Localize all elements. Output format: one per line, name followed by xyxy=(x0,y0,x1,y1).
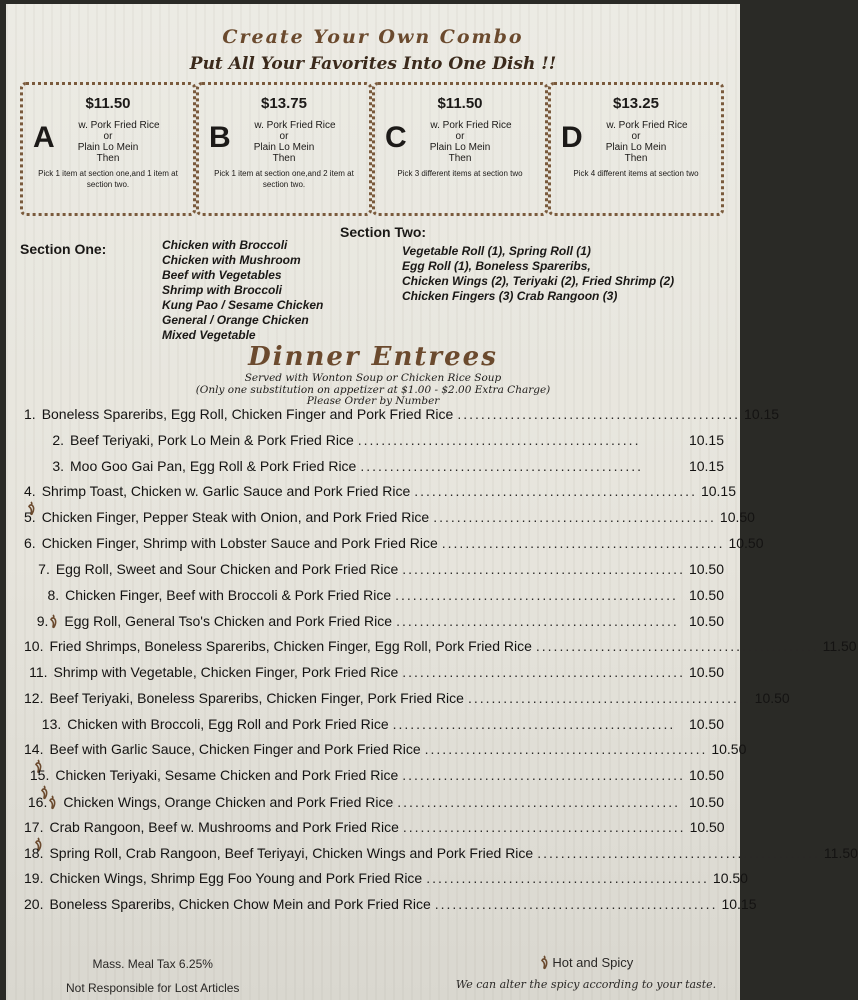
menu-page xyxy=(6,4,858,1000)
combo-or: or xyxy=(455,131,465,142)
section-two-label: Section Two: xyxy=(340,224,427,240)
section-two-item: Chicken Fingers (3) Crab Rangoon (3) xyxy=(402,289,618,303)
entree-description: Boneless Spareribs, Chicken Chow Mein and Pork Fried Rice xyxy=(49,896,431,913)
lost-articles-note: Not Responsible for Lost Articles xyxy=(66,981,240,995)
entree-row xyxy=(24,534,764,561)
entree-price: 10.50 xyxy=(728,534,764,551)
entree-row xyxy=(24,767,724,793)
entree-number-text: 1. xyxy=(24,406,36,422)
leader-dots: ................................................ xyxy=(414,483,697,500)
entree-price: 10.50 xyxy=(719,509,755,526)
combo-subtitle: Put All Your Favorites Into One Dish !! xyxy=(189,54,557,74)
entree-number-text: 12. xyxy=(24,689,44,706)
entree-number xyxy=(24,406,42,422)
leader-dots: ................................................ xyxy=(357,431,641,448)
entree-description: Beef with Garlic Sauce, Chicken Finger and Pork Fried Rice xyxy=(49,741,421,758)
leader-dots: ................................................ xyxy=(433,509,716,526)
hot-spicy-legend xyxy=(446,952,726,974)
combo-letter: B xyxy=(209,121,231,154)
leader-dots: ................................................ xyxy=(426,870,709,887)
entree-price: 10.50 xyxy=(754,689,790,706)
leader-dots: ................................................ xyxy=(397,793,680,810)
entree-row xyxy=(24,819,724,845)
entree-number xyxy=(24,587,65,603)
entree-row xyxy=(24,638,857,664)
entree-row xyxy=(24,483,736,509)
entree-row xyxy=(24,561,724,587)
combo-option-a xyxy=(20,82,196,216)
entree-row xyxy=(24,741,747,767)
combo-line: w. Pork Fried Rice xyxy=(78,120,160,131)
entree-number xyxy=(24,870,49,886)
entree-number xyxy=(24,690,49,706)
combo-line: Plain Lo Mein xyxy=(253,142,315,153)
entree-row xyxy=(24,509,755,535)
combo-price: $11.50 xyxy=(85,95,131,112)
entree-description: Chicken Finger, Shrimp with Lobster Sauce and Pork Fried Rice xyxy=(41,534,438,551)
dinner-entrees-title: Dinner Entrees xyxy=(248,342,498,372)
entree-number-text: 7. xyxy=(38,560,50,577)
entree-description: Chicken Teriyaki, Sesame Chicken and Pork Fried Rice xyxy=(55,767,399,784)
entree-number-text: 18. xyxy=(24,844,44,861)
meal-tax-note: Mass. Meal Tax 6.25% xyxy=(92,957,213,971)
combo-price: $11.50 xyxy=(437,95,483,112)
entree-price: 10.50 xyxy=(711,741,747,758)
entree-number-text: 5. xyxy=(24,509,36,526)
section-one-item: Chicken with Mushroom xyxy=(162,253,301,267)
section-one-label: Section One: xyxy=(20,241,107,257)
entree-description: Crab Rangoon, Beef w. Mushrooms and Pork Fried Rice xyxy=(49,818,399,835)
entree-row xyxy=(24,612,724,638)
combo-option-c xyxy=(372,82,548,216)
combo-note: Pick 1 item at section one,and 2 item at section two. xyxy=(214,169,354,189)
combo-or: or xyxy=(279,131,289,142)
section-one-item: General / Orange Chicken xyxy=(162,313,309,327)
combo-or: or xyxy=(103,131,113,142)
entree-number-text: 2. xyxy=(52,431,64,448)
entree-description: Boneless Spareribs, Egg Roll, Chicken Finger and Pork Fried Rice xyxy=(41,406,454,422)
entree-description: Shrimp Toast, Chicken w. Garlic Sauce and Pork Fried Rice xyxy=(41,483,411,500)
entree-number-text: 16. xyxy=(27,793,48,810)
entree-number xyxy=(24,664,54,680)
entree-number-text: 9. xyxy=(36,613,49,630)
entree-number-text: 17. xyxy=(24,818,44,835)
entree-row xyxy=(24,406,780,432)
entree-number-text: 19. xyxy=(24,870,44,887)
section-one-list xyxy=(162,238,323,343)
entree-list xyxy=(24,406,858,922)
entree-price: 10.15 xyxy=(744,406,780,422)
combo-then: Then xyxy=(96,153,120,164)
combo-note: Pick 1 item at section one,and 1 item at section two. xyxy=(38,169,178,189)
entree-description: Egg Roll, Sweet and Sour Chicken and Pork Fried Rice xyxy=(55,560,399,577)
entree-description: Shrimp with Vegetable, Chicken Finger, Pork Fried Rice xyxy=(53,663,399,680)
entree-description: Chicken Wings, Shrimp Egg Foo Young and Pork Fried Rice xyxy=(49,870,423,887)
entree-number-text: 8. xyxy=(47,586,60,603)
entree-price: 10.15 xyxy=(688,457,724,474)
section-two-item: Egg Roll (1), Boneless Spareribs, xyxy=(402,259,591,273)
entree-number-text: 15. xyxy=(29,767,50,784)
entree-number xyxy=(24,716,67,732)
entree-number-text: 11. xyxy=(29,663,48,680)
entree-number-text: 14. xyxy=(24,741,44,758)
combo-option-d xyxy=(548,82,724,216)
section-one-item: Beef with Vegetables xyxy=(162,268,282,282)
leader-dots: ................................................ xyxy=(441,534,725,551)
combo-line: w. Pork Fried Rice xyxy=(606,120,688,131)
leader-dots: ................................................ xyxy=(396,613,679,630)
entree-price: 10.50 xyxy=(688,793,724,810)
combo-line: w. Pork Fried Rice xyxy=(430,120,512,131)
entree-description: Chicken with Broccoli, Egg Roll and Pork Fried Rice xyxy=(67,715,389,732)
entree-price: 10.50 xyxy=(712,870,748,887)
combo-letter: D xyxy=(561,121,583,154)
entree-description: Chicken Finger, Pepper Steak with Onion, and Pork Fried Rice xyxy=(41,509,430,526)
combo-then: Then xyxy=(272,153,296,164)
leader-dots: ................................................ xyxy=(424,741,708,758)
combo-line: w. Pork Fried Rice xyxy=(254,120,336,131)
entree-description: Moo Goo Gai Pan, Egg Roll & Pork Fried Rice xyxy=(70,457,357,474)
entree-number-text: 20. xyxy=(24,896,44,913)
entree-description: Egg Roll, General Tso's Chicken and Pork Fried Rice xyxy=(64,613,393,630)
leader-dots: ................................................ xyxy=(457,406,741,422)
entree-number-text: 13. xyxy=(41,715,62,732)
entree-description: Spring Roll, Crab Rangoon, Beef Teriyayi, Chicken Wings and Pork Fried Rice xyxy=(49,844,534,861)
entree-description: Fried Shrimps, Boneless Spareribs, Chicken Finger, Egg Roll, Pork Fried Rice xyxy=(49,638,532,655)
combo-letter: C xyxy=(385,121,407,154)
entree-number xyxy=(24,638,49,654)
section-two-item: Vegetable Roll (1), Spring Roll (1) xyxy=(402,244,591,258)
leader-dots: ................................................ xyxy=(467,689,751,706)
pepper-icon xyxy=(48,614,58,628)
entree-row xyxy=(24,896,757,922)
leader-dots: ................................................ xyxy=(402,560,685,577)
entree-number xyxy=(24,432,70,448)
leader-dots: ................................................ xyxy=(537,844,820,861)
leader-dots: ................................................ xyxy=(402,818,686,835)
entree-number-text: 4. xyxy=(24,483,36,500)
section-two-item: Chicken Wings (2), Teriyaki (2), Fried Shrimp (2) xyxy=(402,274,675,288)
entree-price: 10.50 xyxy=(688,613,724,630)
entree-row xyxy=(24,793,724,819)
entree-price: 10.50 xyxy=(689,818,725,835)
entree-price: 11.50 xyxy=(822,638,857,655)
footer-notes xyxy=(66,952,239,1000)
combo-line: Plain Lo Mein xyxy=(605,142,667,153)
leader-dots: ................................................ xyxy=(392,715,676,732)
entree-price: 10.50 xyxy=(688,767,724,784)
leader-dots: ................................................ xyxy=(535,638,819,655)
entree-number xyxy=(24,561,56,577)
entree-price: 10.15 xyxy=(700,483,736,500)
dinner-subtitle-order: Please Order by Number xyxy=(306,395,440,407)
entree-number-text: 6. xyxy=(24,534,36,551)
entree-number xyxy=(24,535,42,551)
combo-line: Plain Lo Mein xyxy=(429,142,491,153)
entree-row xyxy=(24,664,724,690)
combo-letter: A xyxy=(33,121,55,154)
pepper-icon xyxy=(539,955,549,969)
pepper-icon xyxy=(47,795,57,809)
spicy-legend xyxy=(446,952,726,996)
section-two-list xyxy=(402,244,674,304)
entree-number xyxy=(24,845,49,861)
combo-line: Plain Lo Mein xyxy=(77,142,139,153)
combo-price: $13.75 xyxy=(261,95,307,112)
entree-number-text: 10. xyxy=(24,638,44,655)
entree-number-text: 3. xyxy=(52,457,64,474)
entree-number xyxy=(24,509,42,525)
entree-description: Chicken Wings, Orange Chicken and Pork Fried Rice xyxy=(63,793,394,810)
combo-or: or xyxy=(631,131,641,142)
leader-dots: ................................................ xyxy=(395,586,678,603)
combo-note: Pick 3 different items at section two xyxy=(397,169,523,178)
entree-number xyxy=(24,458,70,474)
dinner-subtitle-substitution: (Only one substitution on appetizer at $1.00 - $2.00 Extra Charge) xyxy=(195,384,551,396)
entree-row xyxy=(24,870,748,896)
entree-number xyxy=(24,612,64,629)
entree-row xyxy=(24,844,858,871)
entree-description: Chicken Finger, Beef with Broccoli & Pork Fried Rice xyxy=(65,586,392,603)
combo-note: Pick 4 different items at section two xyxy=(573,169,699,178)
combo-option-b xyxy=(196,82,372,216)
entree-price: 10.50 xyxy=(688,663,724,680)
entree-price: 10.15 xyxy=(688,431,724,448)
entree-description: Beef Teriyaki, Pork Lo Mein & Pork Fried Rice xyxy=(70,431,354,448)
entree-number xyxy=(24,896,49,912)
combo-price: $13.25 xyxy=(613,95,659,112)
combo-then: Then xyxy=(448,153,472,164)
entree-row xyxy=(24,587,724,613)
section-one-item: Chicken with Broccoli xyxy=(162,238,288,252)
section-one-item: Shrimp with Broccoli xyxy=(162,283,283,297)
combo-title: Create Your Own Combo xyxy=(222,26,524,48)
entree-price: 11.50 xyxy=(823,844,858,861)
entree-row xyxy=(24,432,724,458)
entree-row xyxy=(24,716,724,742)
entree-price: 10.50 xyxy=(688,586,724,603)
leader-dots: ................................................ xyxy=(402,767,685,784)
leader-dots: ................................................ xyxy=(434,896,718,913)
entree-description: Beef Teriyaki, Boneless Spareribs, Chicken Finger, Pork Fried Rice xyxy=(49,689,464,706)
spicy-alter-note: We can alter the spicy according to your taste. xyxy=(455,978,717,991)
section-one-item: Kung Pao / Sesame Chicken xyxy=(162,298,324,312)
entree-price: 10.15 xyxy=(721,896,757,913)
hot-spicy-label: Hot and Spicy xyxy=(552,955,634,970)
leader-dots: ................................................ xyxy=(402,663,685,680)
entree-number xyxy=(24,793,63,810)
leader-dots: ................................................ xyxy=(360,457,644,474)
entree-price: 10.50 xyxy=(688,560,724,577)
section-one-item: Mixed Vegetable xyxy=(162,328,256,342)
entree-row xyxy=(24,458,724,484)
entree-row xyxy=(24,689,790,716)
dinner-subtitle-soup: Served with Wonton Soup or Chicken Rice Soup xyxy=(244,372,502,384)
combo-then: Then xyxy=(624,153,648,164)
entree-price: 10.50 xyxy=(688,715,724,732)
